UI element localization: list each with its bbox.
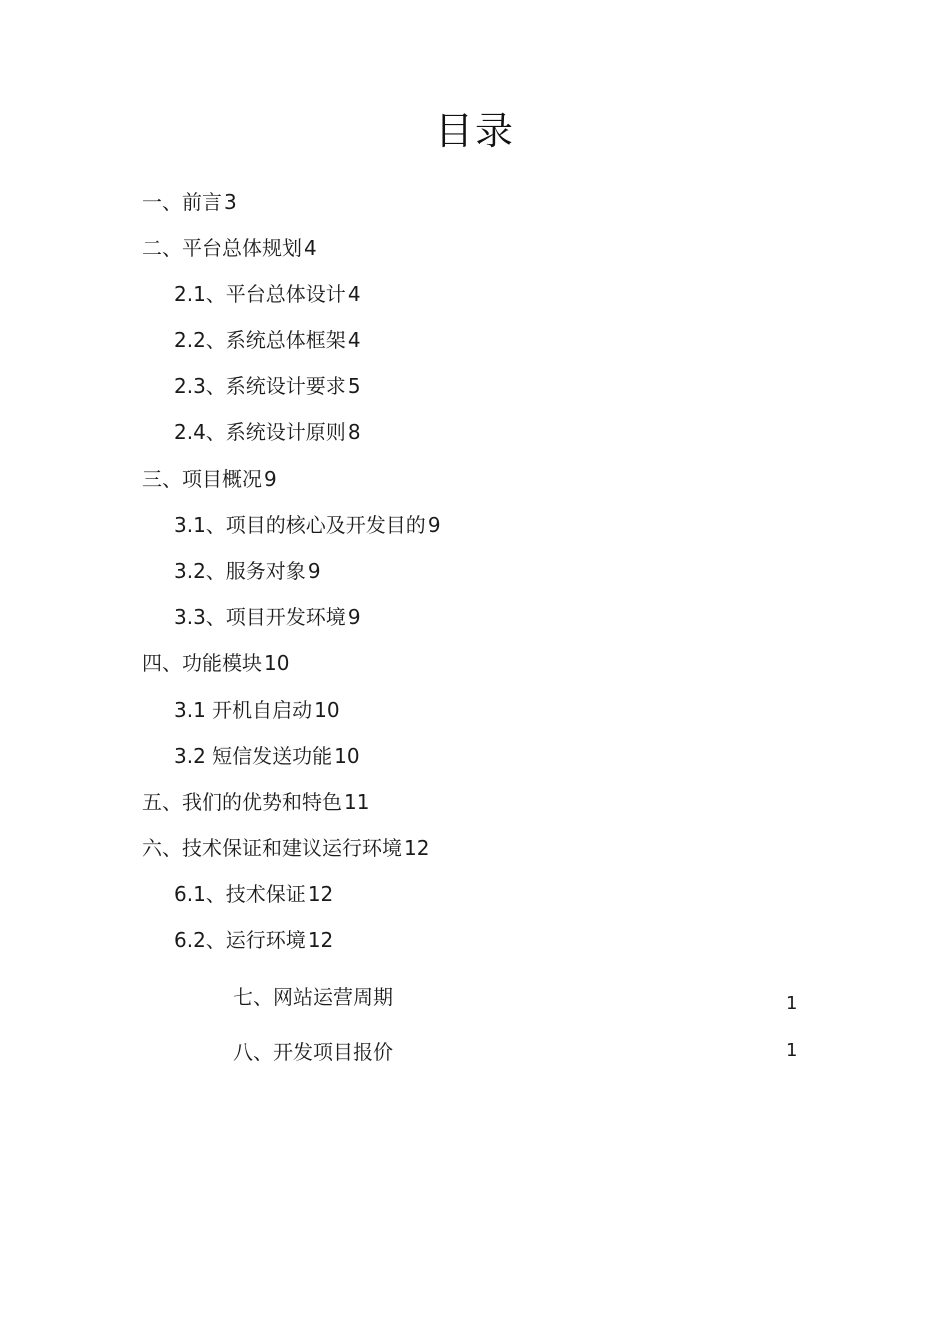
toc-entry-page: 9 [307, 559, 321, 583]
toc-entry-label: 七、网站运营周期 [233, 985, 393, 1009]
toc-entry-label: 6.1、技术保证 [174, 882, 306, 906]
toc-entry-label: 3.3、项目开发环境 [174, 605, 346, 629]
toc-entry-label: 八、开发项目报价 [233, 1040, 393, 1064]
toc-entry-label: 2.1、平台总体设计 [174, 282, 346, 306]
toc-entry-page: 3 [224, 190, 237, 214]
toc-entry-page: 1 [786, 993, 798, 1014]
toc-entry-label: 3.1 开机自启动 [174, 698, 313, 722]
toc-entry-label: 3.2、服务对象 [174, 559, 306, 583]
toc-entry-page: 5 [347, 374, 361, 398]
toc-entry[interactable] [142, 465, 277, 493]
toc-entry-clipped[interactable] [233, 1038, 393, 1064]
toc-entry[interactable] [174, 511, 441, 539]
toc-entry-page: 12 [307, 928, 334, 952]
toc-entry-label: 五、我们的优势和特色 [142, 790, 342, 814]
toc-entry-clipped[interactable] [233, 983, 393, 1009]
toc-entry-label: 2.3、系统设计要求 [174, 374, 346, 398]
toc-entry-label: 四、功能模块 [142, 651, 262, 675]
toc-entry[interactable] [142, 188, 237, 216]
toc-entry-label: 3.2 短信发送功能 [174, 744, 333, 768]
toc-entry[interactable] [174, 603, 361, 631]
toc-entry-page: 10 [264, 651, 290, 675]
toc-entry[interactable] [174, 742, 360, 770]
toc-entry[interactable] [142, 788, 369, 816]
toc-entry-page: 4 [347, 328, 361, 352]
toc-entry[interactable] [174, 557, 321, 585]
toc-entry-page: 12 [307, 882, 334, 906]
toc-entry[interactable] [174, 696, 340, 724]
toc-entry-page: 10 [314, 698, 340, 722]
page-title: 目录 [434, 109, 515, 153]
toc-entry-label: 二、平台总体规划 [142, 236, 302, 260]
toc-entry[interactable] [174, 280, 361, 308]
toc-entry-label: 六、技术保证和建议运行环境 [142, 836, 402, 860]
toc-entry-page: 8 [347, 420, 361, 444]
toc-entry[interactable] [142, 649, 289, 677]
toc-entry[interactable] [174, 926, 333, 954]
toc-entry-page: 9 [347, 605, 361, 629]
toc-entry-label: 三、项目概况 [142, 467, 262, 491]
toc-entry-page: 10 [334, 744, 360, 768]
toc-entry-page: 1 [786, 1040, 798, 1061]
toc-entry[interactable] [174, 372, 361, 400]
toc-entry-page: 4 [304, 236, 317, 260]
toc-entry[interactable] [142, 234, 317, 262]
toc-entry-label: 6.2、运行环境 [174, 928, 306, 952]
toc-entry[interactable] [174, 418, 361, 446]
toc-entry-label: 3.1、项目的核心及开发目的 [174, 513, 426, 537]
toc-entry-label: 2.2、系统总体框架 [174, 328, 346, 352]
toc-entry[interactable] [174, 326, 361, 354]
toc-entry[interactable] [142, 834, 429, 862]
toc-entry-page: 9 [427, 513, 441, 537]
toc-entry[interactable] [174, 880, 333, 908]
toc-entry-label: 2.4、系统设计原则 [174, 420, 346, 444]
toc-entry-page: 4 [347, 282, 361, 306]
toc-entry-page: 11 [344, 790, 370, 814]
toc-entry-page: 9 [264, 467, 277, 491]
toc-entry-label: 一、前言 [142, 190, 222, 214]
toc-entry-page: 12 [404, 836, 430, 860]
